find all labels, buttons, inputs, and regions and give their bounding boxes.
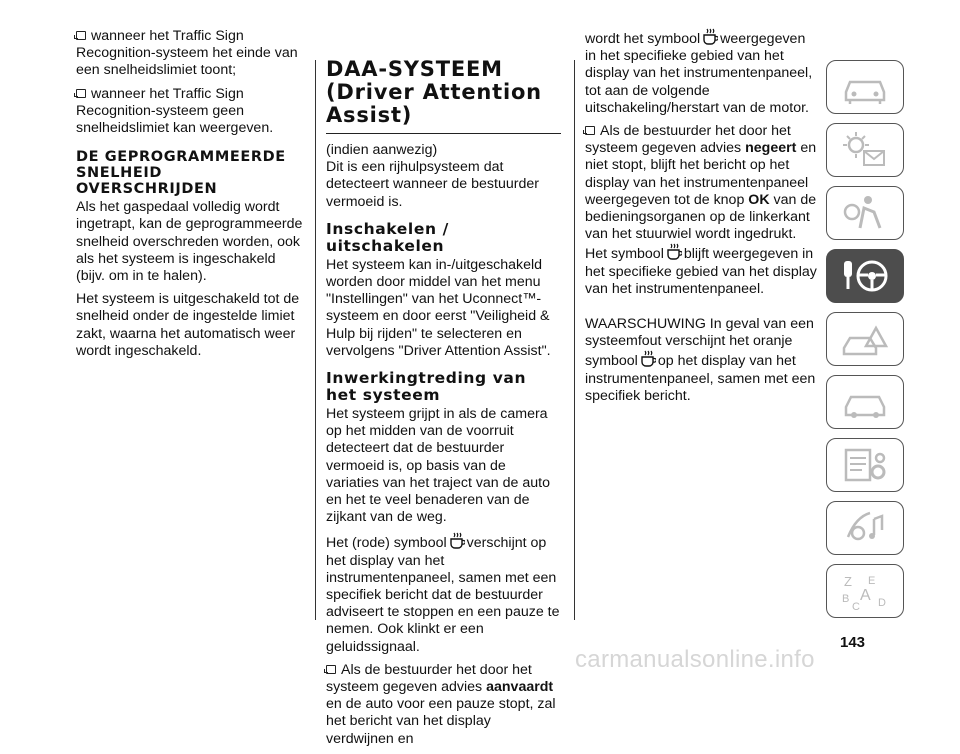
tab-car-dashboard[interactable] — [826, 60, 904, 114]
paragraph: Als het gaspedaal volledig wordt ingetrapt, kan de geprogrammeerde snelheid overschreden worden, ook als het systeem is ingeschakeld (bijv. om in te halen). — [76, 199, 303, 285]
column-left — [76, 28, 304, 366]
paragraph: (indien aanwezig) — [326, 142, 438, 158]
coffee-cup-icon — [702, 28, 718, 46]
paragraph: wordt het symbool weergegeven in het specifieke gebied van het display van het instrumentenpaneel, tot aan de volgende uitschakeling/herstart van de motor. — [585, 28, 817, 117]
paragraph: Het (rode) symbool verschijnt op het display van het instrumentenpaneel, samen met een specifiek bericht dat de bestuurder adviseert te stoppen en een pauze te nemen. Ook klinkt er een geluidssignaal. — [326, 532, 561, 655]
airbag-safety-icon — [838, 192, 892, 234]
svg-text:D: D — [878, 597, 886, 609]
paragraph: Dit is een rijhulpsysteem dat detecteert wanneer de bestuurder vermoeid is. — [326, 159, 539, 210]
page-title: DAA-SYSTEEM (Driver Attention Assist) — [326, 58, 561, 134]
coffee-cup-icon — [640, 350, 656, 368]
car-dashboard-icon — [838, 66, 892, 108]
bullet-item: Als de bestuurder het door het systeem gegeven advies negeert en niet stopt, blijft het bericht op het display van het instrumentenpaneel weergegeven tot de knop OK van de bedieningsorganen op de linkerkant van het stuurwiel wordt ingedrukt. Het symbool blijft weergegeven in het specifieke gebied van het display van het instrumentenpaneel. — [585, 123, 817, 297]
tab-maintenance[interactable] — [826, 438, 904, 492]
column-right — [585, 28, 817, 411]
tab-warning-lights[interactable] — [826, 123, 904, 177]
paragraph: Het systeem kan in-/uitgeschakeld worden door middel van het menu "Instellingen" van het Uconnect™-systeem en door eerst "Veiligheid & Hulp bij rijden" te selecteren en vervolgens "Driver Attention Assist". — [326, 256, 551, 359]
subheading-inschakelen: Inschakelen / uitschakelen — [326, 219, 449, 255]
steering-wheel-key-icon — [838, 255, 892, 297]
bullet-icon — [76, 31, 86, 40]
multimedia-icon — [838, 507, 892, 549]
column-middle — [326, 28, 561, 754]
column-divider — [315, 60, 316, 620]
bullet-icon — [326, 665, 336, 674]
paragraph: Het systeem grijpt in als de camera op het midden van de voorruit detecteert dat de bestuurder vermoeid is, op basis van de variaties van het traject van de auto en het te veel benaderen van de zijkant van de weg. — [326, 406, 550, 526]
tab-index[interactable] — [826, 564, 904, 618]
bullet-item: wanneer het Traffic Sign Recognition-systeem geen snelheidslimiet kan weergeven. — [76, 85, 274, 137]
bullet-item: wanneer het Traffic Sign Recognition-systeem het einde van een snelheidslimiet toont; — [76, 28, 298, 79]
tab-service[interactable] — [826, 375, 904, 429]
car-service-icon — [838, 381, 892, 423]
section-heading: DE GEPROGRAMMEERDE SNELHEID OVERSCHRIJDEN — [76, 149, 286, 198]
coffee-cup-icon — [666, 243, 682, 261]
svg-text:B: B — [842, 593, 850, 605]
tab-multimedia[interactable] — [826, 501, 904, 555]
paragraph: Het systeem is uitgeschakeld tot de snelheid onder de ingestelde limiet zakt, waarna het automatisch weer wordt ingeschakeld. — [76, 291, 300, 359]
watermark: carmanualsonline.info — [575, 646, 815, 673]
svg-text:E: E — [868, 575, 876, 587]
bullet-icon — [585, 126, 595, 135]
tab-emergency[interactable] — [826, 312, 904, 366]
svg-text:A: A — [860, 587, 871, 604]
warning-paragraph: WAARSCHUWING In geval van een systeemfout verschijnt het oranje symbool op het display van het instrumentenpaneel, samen met een specifiek bericht. — [585, 316, 816, 404]
chapter-sidebar — [826, 60, 906, 627]
emergency-road-icon — [838, 318, 892, 360]
bullet-icon — [76, 89, 86, 98]
maintenance-gears-icon — [838, 444, 892, 486]
subheading-inwerkingtreding: Inwerkingtreding van het systeem — [326, 369, 527, 405]
column-divider — [574, 60, 575, 620]
svg-text:C: C — [852, 601, 860, 612]
warning-light-message-icon — [838, 129, 892, 171]
page-number: 143 — [840, 634, 866, 651]
index-abc-icon — [838, 570, 892, 612]
svg-text:Z: Z — [844, 574, 852, 589]
coffee-cup-icon — [449, 532, 465, 550]
tab-safety[interactable] — [826, 186, 904, 240]
tab-driving-active[interactable] — [826, 249, 904, 303]
bullet-item: Als de bestuurder het door het systeem gegeven advies aanvaardt en de auto voor een pauze stopt, zal het bericht van het display verdwijnen en — [326, 661, 556, 747]
